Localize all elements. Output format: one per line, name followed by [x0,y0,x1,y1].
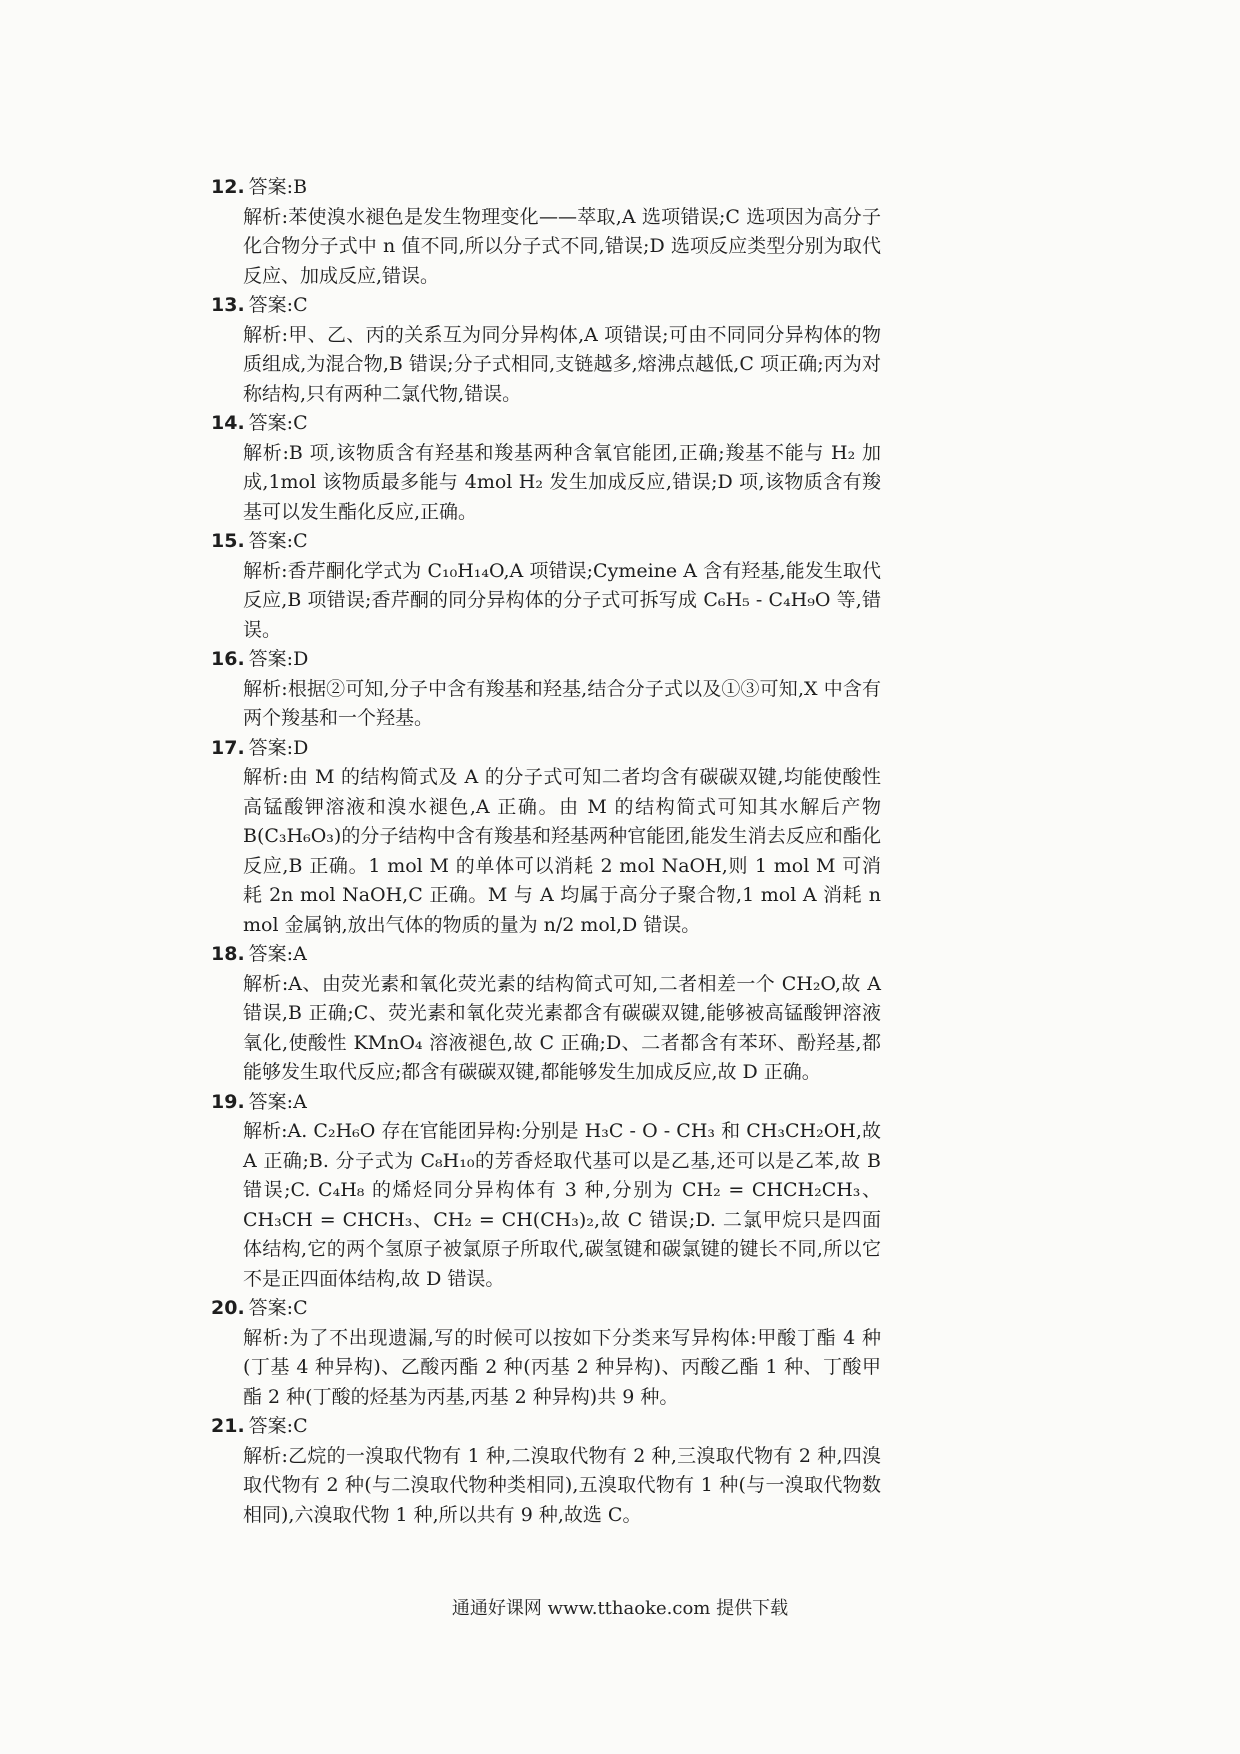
question-number: 19. [211,1090,245,1113]
answer-text: 答案:C [248,294,308,316]
answer-text: 答案:C [248,412,308,434]
question-number: 14. [211,412,245,434]
answer-text: 答案:C [248,530,308,552]
answer-text: 答案:D [248,736,309,759]
question-number: 13. [211,294,245,316]
answer-item [211,1412,881,1530]
analysis-text: 解析:香芹酮化学式为 C₁₀H₁₄O,A 项错误;Cymeine A 含有羟基,能发生取代反应,B 项错误;香芹酮的同分异构体的分子式可拆写成 C₆H₅ - C₄H₉O 等,错误。 [243,559,881,641]
question-number: 18. [211,943,245,965]
answer-line [211,527,881,557]
question-number: 17. [211,736,245,759]
answer-text: 答案:C [248,1415,308,1437]
question-number: 15. [211,530,245,552]
answer-line [211,1088,881,1118]
question-number: 12. [211,176,245,198]
answer-item [211,1294,881,1412]
analysis-text: 解析:B 项,该物质含有羟基和羧基两种含氧官能团,正确;羧基不能与 H₂ 加成,1mol 该物质最多能与 4mol H₂ 发生加成反应,错误;D 项,该物质含有羧基可以发生酯化反应,正确。 [243,441,881,523]
analysis-text: 解析:甲、乙、丙的关系互为同分异构体,A 项错误;可由不同同分异构体的物质组成,为混合物,B 错误;分子式相同,支链越多,熔沸点越低,C 项正确;丙为对称结构,只有两种二氯代物,错误。 [243,323,881,405]
answer-item [211,173,881,291]
analysis-text: 解析:A. C₂H₆O 存在官能团异构:分别是 H₃C - O - CH₃ 和 CH₃CH₂OH,故 A 正确;B. 分子式为 C₈H₁₀的芳香烃取代基可以是乙基,还可以是乙苯,故 B 错误;C. C₄H₈ 的烯烃同分异构体有 3 种,分别为 CH₂ = CHCH₂CH₃、CH₃CH = CHCH₃、CH₂ = CH(CH₃)₂,故 C 错误;D. 二氯甲烷只是四面体结构,它的两个氢原子被氯原子所取代,碳氢键和碳氯键的键长不同,所以它不是正四面体结构,故 D 错误。 [243,1120,881,1290]
page-footer: 通通好课网 www.tthaoke.com 提供下载 [451,1598,789,1619]
question-number: 20. [211,1297,245,1319]
answer-text: 答案:A [248,943,307,965]
analysis-text: 解析:乙烷的一溴取代物有 1 种,二溴取代物有 2 种,三溴取代物有 2 种,四溴取代物有 2 种(与二溴取代物种类相同),五溴取代物有 1 种(与一溴取代物数相同),六溴取代物 1 种,所以共有 9 种,故选 C。 [243,1444,881,1526]
question-number: 21. [211,1415,245,1437]
analysis-text: 解析:为了不出现遗漏,写的时候可以按如下分类来写异构体:甲酸丁酯 4 种(丁基 4 种异构)、乙酸丙酯 2 种(丙基 2 种异构)、丙酸乙酯 1 种、丁酸甲酯 2 种(丁酸的烃基为丙基,丙基 2 种异构)共 9 种。 [243,1326,881,1408]
answer-text: 答案:A [248,1090,307,1113]
question-number: 16. [211,648,245,670]
answer-line [211,173,881,203]
answer-item [211,527,881,645]
answer-item [211,409,881,527]
answer-line [211,940,881,970]
analysis-text: 解析:苯使溴水褪色是发生物理变化——萃取,A 选项错误;C 选项因为高分子化合物分子式中 n 值不同,所以分子式不同,错误;D 选项反应类型分别为取代反应、加成反应,错误。 [243,205,881,287]
answer-line [211,1294,881,1324]
answer-line [211,1412,881,1442]
answer-item [211,1088,881,1295]
analysis-text: 解析:根据②可知,分子中含有羧基和羟基,结合分子式以及①③可知,X 中含有两个羧基和一个羟基。 [243,677,881,729]
answer-item [211,291,881,409]
answer-line [211,409,881,439]
answer-item [211,940,881,1088]
answer-item [211,645,881,734]
analysis-text: 解析:A、由荧光素和氧化荧光素的结构简式可知,二者相差一个 CH₂O,故 A 错误,B 正确;C、荧光素和氧化荧光素都含有碳碳双键,能够被高锰酸钾溶液氧化,使酸性 KMnO₄ 溶液褪色,故 C 正确;D、二者都含有苯环、酚羟基,都能够发生取代反应;都含有碳碳双键,都能够发生加成反应,故 D 正确。 [243,972,881,1083]
answer-list [211,173,881,1530]
analysis-text: 解析:由 M 的结构简式及 A 的分子式可知二者均含有碳碳双键,均能使酸性高锰酸钾溶液和溴水褪色,A 正确。由 M 的结构简式可知其水解后产物 B(C₃H₆O₃)的分子结构中含有羧基和羟基两种官能团,能发生消去反应和酯化反应,B 正确。1 mol M 的单体可以消耗 2 mol NaOH,则 1 mol M 可消耗 2n mol NaOH,C 正确。M 与 A 均属于高分子聚合物,1 mol A 消耗 n mol 金属钠,放出气体的物质的量为 n/2 mol,D 错误。 [243,766,881,936]
answer-line [211,734,881,764]
answer-line [211,645,881,675]
answer-text: 答案:C [248,1297,308,1319]
answer-text: 答案:B [248,176,308,198]
answer-item [211,734,881,941]
answer-text: 答案:D [248,648,309,670]
answer-line [211,291,881,321]
